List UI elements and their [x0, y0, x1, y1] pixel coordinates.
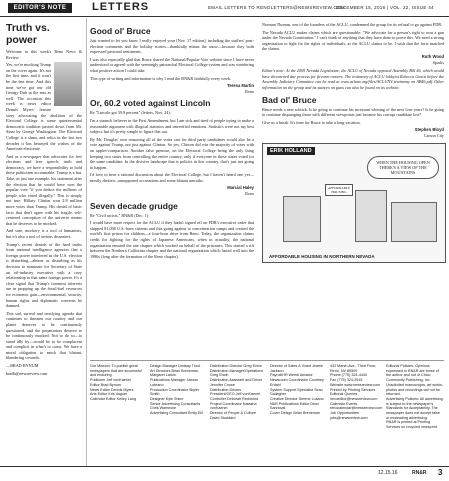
staff-line: Our Mission: To publish great newspapers that are successful and enduring.: [90, 364, 142, 378]
cartoonist-label: ERIK HOLLAND: [267, 147, 315, 155]
letter-town: Sparks: [432, 59, 444, 65]
letter-paragraph: I was also especially glad that Bruce shared the National/Popular Vote website since I have never understood or agreed with the seemingly patriarchal Electoral College system and was wondering what positive action I could take.: [90, 56, 254, 73]
editors-note-title: Truth vs. power: [6, 22, 50, 46]
editors-note-email[interactable]: bradb@newsreview.com: [6, 370, 48, 376]
staff-column: [90, 364, 146, 402]
letter-title: Bad ol' Bruce: [262, 94, 317, 105]
column-divider: [86, 18, 87, 466]
letter-author: Stephen Bloyd: [414, 127, 444, 133]
editors-note-paragraph: Yes, we're mocking Trump on the cover again. It's not the first time, and it won't be the last time. And this time we've got our old Georgy Dub in the mix as well. The occasion this week is news editor Dennis Myers' feature story advocating the abolition of the Electoral College is some quintessential democratic tradition passed down from Mt. Sinai by George Washington. The Electoral College is a sham, and relics in the last two decades it has betrayed the wishes of the American electorate.: [6, 62, 82, 152]
staff-line: Editorial Policies: Opinions expressed in RN&R are those of the author and not of Chico Community Publishing, Inc. Unsolicited manuscripts, art works, photos and recordings will not be returned.: [386, 364, 443, 397]
staff-line: Publications Manager Jaxson Lubrano: [150, 378, 199, 387]
letter-title: Seven decade grudge: [90, 200, 178, 211]
letter-town: Reno: [245, 88, 254, 94]
building-illustration: [355, 190, 387, 242]
letters-column-right: [262, 22, 444, 263]
editors-note-paragraph: Welcome to this week's Reno News & Review.: [6, 49, 82, 60]
staff-line[interactable]: Calendar Events renocalendar@newsreview.com: [330, 401, 383, 411]
letter-lincoln: [90, 98, 254, 196]
staff-line[interactable]: Job Opportunities jobs@newsreview.com: [330, 411, 368, 420]
letter-paragraph: The Nevada ACLU makes claims which are questionable: "We advocate for a person's right to own a gun under the Nevada Constitution." I can't think of anything that they have done to prove this. We need a strong organization to fight for the rights of individuals, as the ACLU claims to be. I wish that the facts matched the claims.: [262, 29, 444, 52]
letter-paragraph: I'm a staunch believer in the First Amendment, but I am sick and tired of people trying to make a reasonable argument with illogical statistics and unverified emotions. Statistics were not my best subject, but it's pretty simple to figure this out.: [90, 117, 254, 135]
staff-line: Advertising Policies: All advertising is subject to the newspaper's Standards for Acceptability. The newspaper does not accept false or misleading advertising.: [386, 396, 443, 420]
staff-line: Advertising Consultant Emily Eill: [150, 411, 203, 416]
staff-line[interactable]: Website www.newsreview.com: [330, 382, 381, 387]
letter-paragraph: Norman Thomas, one of the founders of the ACLU, condemned the group for its refusal to go against FDR.: [262, 22, 443, 27]
staff-column: [210, 364, 266, 420]
staff-line: Director of People & Culture David Stoddard: [210, 411, 256, 420]
letter-paragraph: Give us a break. It's time for Bruce to take a long vacation.: [262, 119, 361, 125]
letter-paragraph: By Mr. Douglas' own reasoning all of the votes cast for third party candidates would also be a vote against Trump, not just against Clinton. So yes, Clinton did win the majority of votes with an apples-comparison. Another false premise, on the Electoral College being the only thing keeping two states from controlling the entire country, only if everyone in those states voted for the same candidate. In the divisive landscape that is politics in this country, that's just not going to happen.: [90, 136, 254, 170]
staff-line[interactable]: Editorial Queries renoeditor@newsreview.com: [330, 392, 378, 401]
staff-line: Distribution Drivers: [210, 387, 242, 392]
issue-date: DECEMBER 15, 2016 | VOL. 22, ISSUE 44: [336, 5, 434, 10]
staff-line: Distribution Director Greg Erwin: [210, 364, 262, 368]
staff-line: Fax (775) 324-2515: [330, 378, 363, 383]
staff-line: Project Coordinator Natasha vonKaenel: [210, 401, 257, 411]
letter-author: Marcial Haley: [227, 185, 254, 191]
staff-line: Senior Advertising Consultants Chris Warnecke: [150, 401, 201, 411]
staff-line: Controller Deborah Redmond: [210, 396, 259, 401]
letter-paragraph: Just wanted to let you know I really enjoyed your [Nov. 17 edition], including the staffers' post-election comments and the holiday stories—thankfully minus the snow—because they both expressed personal sentiments.: [90, 38, 254, 55]
staff-line: Distribution Assistant and Driver Jennifer Crowe: [210, 378, 263, 387]
editors-reply-text: Editor's note: At the 2009 Nevada Legislature, the ACLU of Nevada opposed Assembly Bill 46, which would have threatened due process for firearm owners. The testimony of ACLU lobbyist Rebecca Gasca before the Assembly Judiciary Committee can be read at www.aclunv.org/files/ACLUNV testimony on AB46.pdf. Other information on the group and its stances on guns can also be found on its website.: [262, 68, 444, 90]
editors-note-paragraph: Trump's recent denials of the hard truths from national intelligence agencies that a foreign power interfered in the U.S. election is disturbing—almost as disturbing as his decision to nominate for Secretary of State an oil-industry executive with a cozy relationship to that same foreign power. It's a clear signal that Trump's foremost interests are in propping up the fossil-fuel resources for economic gain—environmental, security, human rights and diplomatic concerns be damned.: [6, 241, 82, 309]
staff-line: Printed by Printing Services: [330, 387, 376, 392]
staff-line: Calendar Editor Kelley Lang: [90, 396, 136, 401]
staff-line: 432 Marsh Ave., Third Floor, Reno, NV 89509: [330, 364, 377, 373]
staff-line: N&R Publications Editor Dewi Sandoval: [270, 401, 319, 411]
letter-title: Good ol' Bruce: [90, 26, 151, 36]
letter-seven-decade-grudge: [90, 201, 254, 260]
editors-note-signature: —BRAD BYNUM: [6, 363, 39, 369]
staff-column: [150, 364, 206, 416]
letter-paragraph: I'd love to hear a rational discussion about the Electoral College, but I haven't heard one yet—mostly rhetoric, unsupported accusations and some blatant untruths.: [90, 172, 254, 183]
staff-line: Editor Brad Bynum: [90, 382, 121, 387]
letter-bad-ol-bruce: [262, 95, 444, 139]
footer-paper-name: RN&R: [412, 470, 427, 476]
staff-line: Publisher Jeff vonKaenel: [90, 378, 131, 383]
staff-box: [90, 360, 444, 459]
cartoon-sign: AFFORDABLE HOUSING: [325, 184, 353, 196]
letter-paragraph: Bruce needs a new schtick. Is he going to continue his incessant whining of the next four years? Is he going to continue disparaging those with different viewpoints just because his corrupt candidate lost?: [262, 106, 444, 118]
editors-note-paragraph: And as a newspaper that advocates for free elections and free speech, truth and democracy, we have a responsibility to hold these politicians accountable. Trump is a liar. Take, as just one example, his statement after the election that he would have won the popular vote "if you deduct the millions of people who voted illegally." This is simply not true. Hillary Clinton won 2.8 million more votes than Trump. His denial of basic facts that don't agree with his fragile, self-centered conception of the universe means that he deserves to be mocked.: [6, 153, 82, 226]
staff-line: News Editor Dennis Myers: [90, 387, 134, 392]
staff-line: Arts Editor Kris Vagner: [90, 392, 128, 397]
staff-column: [330, 364, 382, 420]
letter-town: Carson City: [423, 132, 444, 138]
editors-reply: [262, 68, 444, 90]
staff-line: Creative Director Serene Lusano: [270, 396, 324, 401]
staff-line: Production Coordinator Skyler Smith: [150, 387, 200, 397]
staff-column: [386, 364, 444, 430]
speech-bubble: WHEN THE HOUSING OPEN THERE'S A VIEW OF THE MOUNTAINS: [367, 156, 439, 179]
staff-line: Design Manager Lindsay Trout: [150, 364, 201, 368]
letter-paragraph: Re "Civil racists," RN&R (Dec. 1):: [90, 212, 150, 218]
staff-line: Phone (775) 324-4440: [330, 373, 367, 378]
page-footer: [0, 466, 449, 481]
letters-column-middle: [90, 22, 254, 261]
staff-line: RN&R is printed at Printing Services on recycled newsprint.: [386, 420, 438, 430]
staff-line: Cover Design Brian Breneman: [270, 411, 321, 416]
page-number: 3: [438, 468, 443, 477]
staff-line: Designer Kyle Shine: [150, 396, 184, 401]
footer-date: 12.15.16: [378, 470, 398, 476]
staff-line: Distribution Manager/Operations Greg Erwin: [210, 368, 264, 378]
letter-author: Ruth Wood: [421, 53, 444, 59]
letters-email: EMAIL LETTERS TO RENOLETTERS@NEWSREVIEW.COM: [208, 5, 345, 10]
letter-paragraph: This type of writing and information is why I read the RN&R faithfully every week.: [90, 75, 232, 81]
cartoon-caption: AFFORDABLE HOUSING IN NORTHERN NEVADA: [269, 253, 375, 259]
staff-column: [270, 364, 326, 416]
editor-photo: [54, 62, 82, 106]
letter-grudge-continued: [262, 22, 444, 65]
editors-note-paragraph: This sad, surreal and terrifying agenda that continues to threaten our country and our planet deserves to be continuously questioned, and the perpetrators deserve to be continuously mocked. Not to do so—to stand idly by—would be to be complacent and complicit in what's to come. We have a moral obligation to mock that blatant, blundering cowards.: [6, 310, 82, 361]
editorial-cartoon: [262, 143, 446, 263]
letter-good-ol-bruce: [90, 26, 254, 94]
building-illustration: [391, 202, 437, 242]
editors-note-paragraph: And sure, mockery is a tool of humanists, but it's also a tool of serious dissenters.: [6, 228, 82, 239]
letter-paragraph: I would have more respect for the ACLU if they hadn't signed off on FDR's executive order that shipped 81,000 U.S.-born citizens and this going against to concentration camps and created the world's first prison for children—a four-hour drive from Reno. Today, the organization claims credit for fighting for the rights of Japanese Americans, when in actuality, the national organization ensured the one chapter which worked on behalf of the prisoners. This started a rift between the Northern California chapter and the national organization which lasted well into the 1980s (long after the formation of the Reno chapter).: [90, 220, 254, 259]
staff-line: Director of Sales & Grant Jeanie Jackson: [270, 364, 323, 373]
staff-line: System Support Specialist Sean Gallagher: [270, 387, 323, 397]
staff-line: President/CEO Jeff vonKaenel: [210, 392, 260, 397]
section-title: LETTERS: [92, 1, 150, 13]
letter-paragraph: Re "Lincoln got 39.8 percent" (letters, Nov. 24):: [90, 110, 171, 116]
staff-line: Art Directors Brian Breneman, Margaret Larkin: [150, 368, 200, 378]
editors-note-column: [6, 22, 82, 462]
letter-author: Teresa Martin: [227, 83, 254, 89]
staff-line: Payroll/HR Wendi Amador: [270, 373, 313, 378]
building-illustration: [283, 196, 321, 242]
masthead: [0, 0, 449, 17]
letter-title: Or, 60.2 voted against Lincoln: [90, 98, 211, 109]
letter-town: Reno: [245, 191, 254, 197]
editors-note-tag: EDITOR'S NOTE: [8, 3, 72, 13]
staff-line: Newsroom Coordinator Courtney Erdahl: [270, 378, 324, 387]
